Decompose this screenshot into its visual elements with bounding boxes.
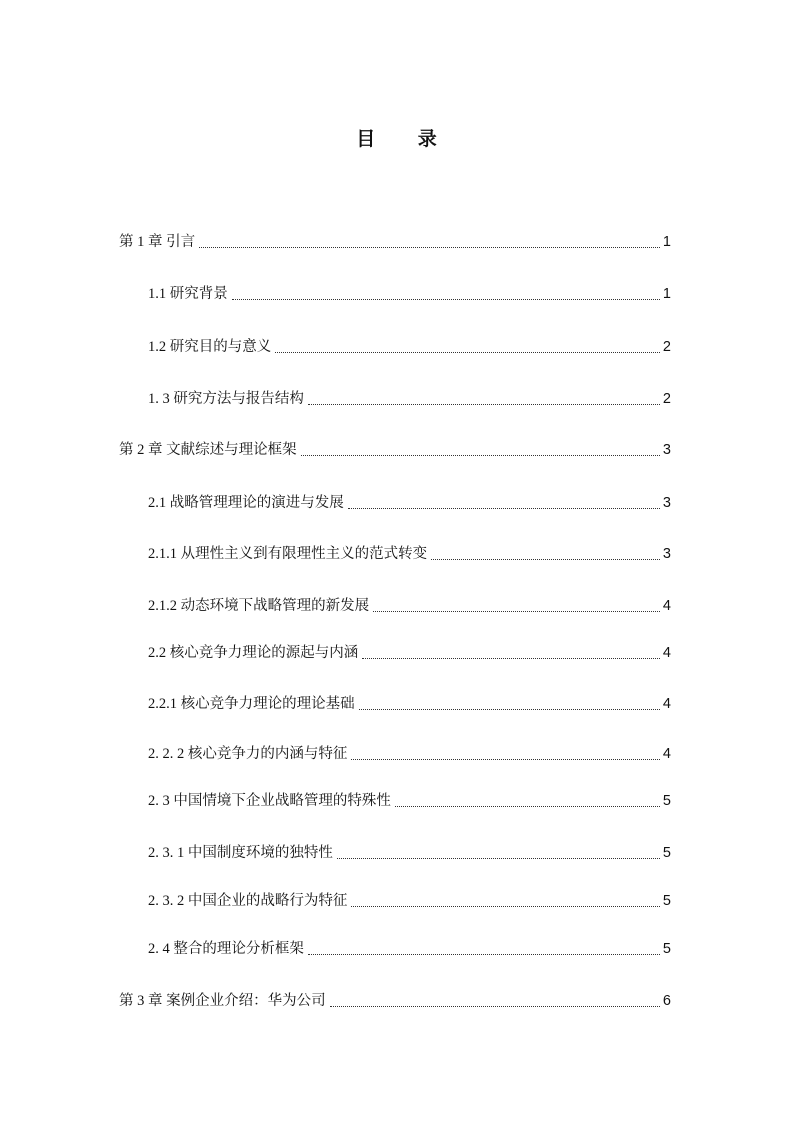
toc-entry[interactable] xyxy=(0,543,793,565)
dot-leader xyxy=(308,404,660,405)
toc-entry-label: 2. 3. 1 中国制度环境的独特性 xyxy=(148,845,333,861)
toc-entry-label: 第 1 章 引言 xyxy=(119,234,196,250)
dot-leader xyxy=(199,247,660,248)
toc-entry-page: 4 xyxy=(662,598,671,614)
toc-entry[interactable] xyxy=(0,388,793,410)
toc-entry[interactable] xyxy=(0,743,793,765)
dot-leader xyxy=(359,709,660,710)
toc-entry[interactable] xyxy=(0,938,793,960)
toc-entry[interactable] xyxy=(0,231,793,253)
dot-leader xyxy=(351,759,660,760)
toc-entry[interactable] xyxy=(0,642,793,664)
toc-entry-page: 3 xyxy=(662,546,671,562)
toc-entry-page: 4 xyxy=(662,746,671,762)
toc-entry-label: 2.2.1 核心竞争力理论的理论基础 xyxy=(148,696,355,712)
dot-leader xyxy=(232,299,660,300)
dot-leader xyxy=(308,954,660,955)
toc-entry-label: 第 3 章 案例企业介绍：华为公司 xyxy=(119,993,326,1009)
toc-entry-label: 2. 3 中国情境下企业战略管理的特殊性 xyxy=(148,793,391,809)
toc-entry-label: 2. 2. 2 核心竞争力的内涵与特征 xyxy=(148,746,348,762)
toc-entry[interactable] xyxy=(0,439,793,461)
toc-entry-label: 2.1.1 从理性主义到有限理性主义的范式转变 xyxy=(148,546,428,562)
dot-leader xyxy=(395,806,660,807)
toc-entry-label: 2.2 核心竞争力理论的源起与内涵 xyxy=(148,645,359,661)
toc-entry[interactable] xyxy=(0,842,793,864)
toc-entry[interactable] xyxy=(0,336,793,358)
dot-leader xyxy=(362,658,660,659)
toc-entry-label: 2.1.2 动态环境下战略管理的新发展 xyxy=(148,598,370,614)
toc-entry-label: 2.1 战略管理理论的演进与发展 xyxy=(148,495,344,511)
toc-entry-label: 2. 4 整合的理论分析框架 xyxy=(148,941,304,957)
toc-entry-page: 5 xyxy=(662,893,671,909)
dot-leader xyxy=(373,611,660,612)
dot-leader xyxy=(351,906,660,907)
dot-leader xyxy=(330,1006,660,1007)
page-title: 目 录 xyxy=(356,128,455,150)
toc-entry-label: 1. 3 研究方法与报告结构 xyxy=(148,391,304,407)
toc-entry-page: 5 xyxy=(662,941,671,957)
toc-entry[interactable] xyxy=(0,890,793,912)
toc-entry-page: 2 xyxy=(662,391,671,407)
dot-leader xyxy=(337,858,660,859)
toc-entry-page: 1 xyxy=(662,234,671,250)
dot-leader xyxy=(301,455,660,456)
toc-entry-page: 4 xyxy=(662,645,671,661)
toc-entry-label: 第 2 章 文献综述与理论框架 xyxy=(119,442,297,458)
toc-entry-label: 1.1 研究背景 xyxy=(148,286,228,302)
toc-entry-page: 4 xyxy=(662,696,671,712)
toc-entry-page: 5 xyxy=(662,845,671,861)
dot-leader xyxy=(348,508,660,509)
toc-entry-page: 6 xyxy=(662,993,671,1009)
dot-leader xyxy=(431,559,660,560)
toc-entry-page: 3 xyxy=(662,495,671,511)
toc-entry[interactable] xyxy=(0,492,793,514)
toc-entry[interactable] xyxy=(0,595,793,617)
toc-entry[interactable] xyxy=(0,790,793,812)
toc-entry-label: 2. 3. 2 中国企业的战略行为特征 xyxy=(148,893,348,909)
toc-entry[interactable] xyxy=(0,693,793,715)
dot-leader xyxy=(275,352,660,353)
toc-entry-page: 1 xyxy=(662,286,671,302)
toc-entry-page: 3 xyxy=(662,442,671,458)
toc-entry-page: 2 xyxy=(662,339,671,355)
toc-entry-label: 1.2 研究目的与意义 xyxy=(148,339,272,355)
toc-entry[interactable] xyxy=(0,990,793,1012)
toc-entry[interactable] xyxy=(0,283,793,305)
toc-entry-page: 5 xyxy=(662,793,671,809)
